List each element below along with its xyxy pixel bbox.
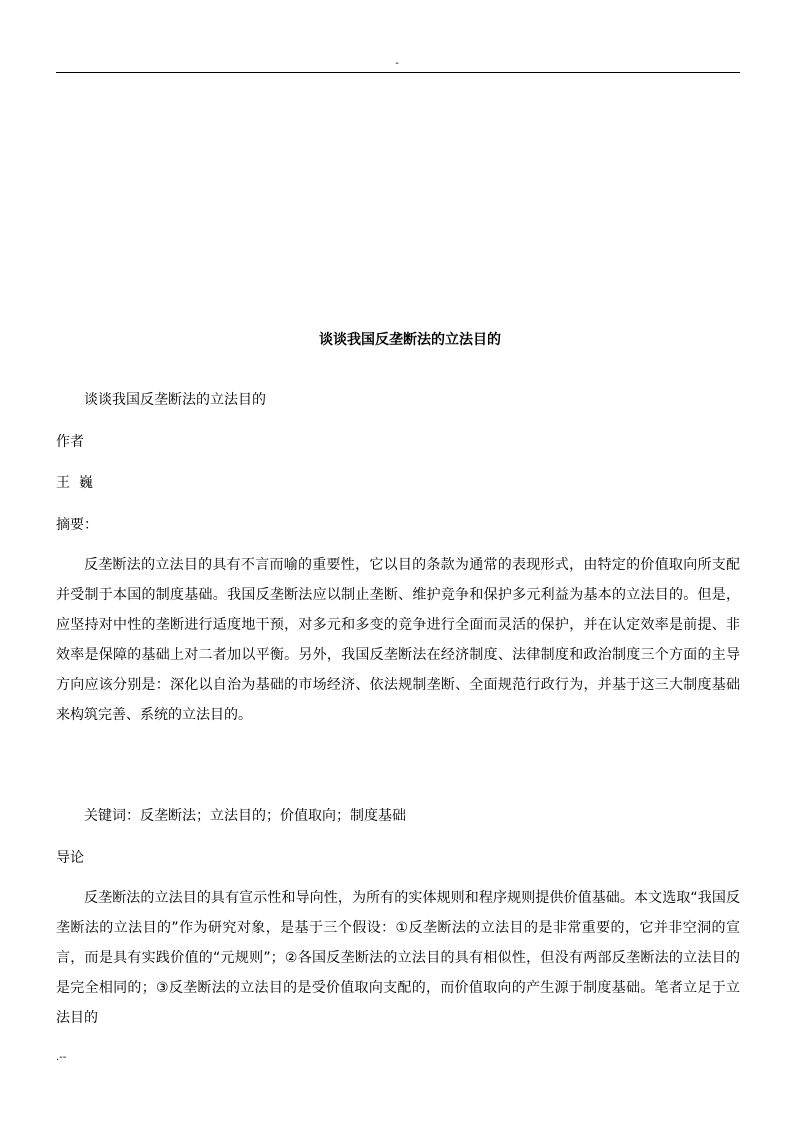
author-name: 王 巍	[56, 475, 93, 491]
subtitle: 谈谈我国反垄断法的立法目的	[84, 392, 266, 408]
abstract-label: 摘要：	[56, 517, 98, 533]
document-title: 谈谈我国反垄断法的立法目的	[319, 332, 501, 348]
abstract-paragraph: 反垄断法的立法目的具有不言而喻的重要性，它以目的条款为通常的表现形式，由特定的价值取向所支配并受制于本国的制度基础。我国反垄断法应以制止垄断、维护竞争和保护多元利益为基本的立法目的。但是，应坚持对中性的垄断进行适度地干预，对多元和多变的竞争进行全面而灵活的保护，并在认定效率是前提、非效率是保障的基础上对二者加以平衡。另外，我国反垄断法在经济制度、法律制度和政治制度三个方面的主导方向应该分别是：深化以自治为基础的市场经济、依法规制垄断、全面规范行政行为，并基于这三大制度基础来构筑完善、系统的立法目的。	[56, 557, 740, 723]
keywords: 关键词：反垄断法；立法目的；价值取向；制度基础	[84, 808, 406, 824]
intro-paragraph: 反垄断法的立法目的具有宣示性和导向性，为所有的实体规则和程序规则提供价值基础。本文选取“我国反垄断法的立法目的”作为研究对象，是基于三个假设：①反垄断法的立法目的是非常重要的，它并非空洞的宣言，而是具有实践价值的“元规则”；②各国反垄断法的立法目的具有相似性，但没有两部反垄断法的立法目的是完全相同的；③反垄断法的立法目的是受价值取向支配的，而价值取向的产生源于制度基础。笔者立足于立法目的	[56, 890, 740, 1026]
footer-mark: .--	[56, 1052, 67, 1063]
header-mark: -	[395, 58, 399, 69]
author-label: 作者	[56, 434, 84, 450]
intro-heading: 导论	[56, 850, 84, 866]
header-rule	[56, 72, 740, 73]
